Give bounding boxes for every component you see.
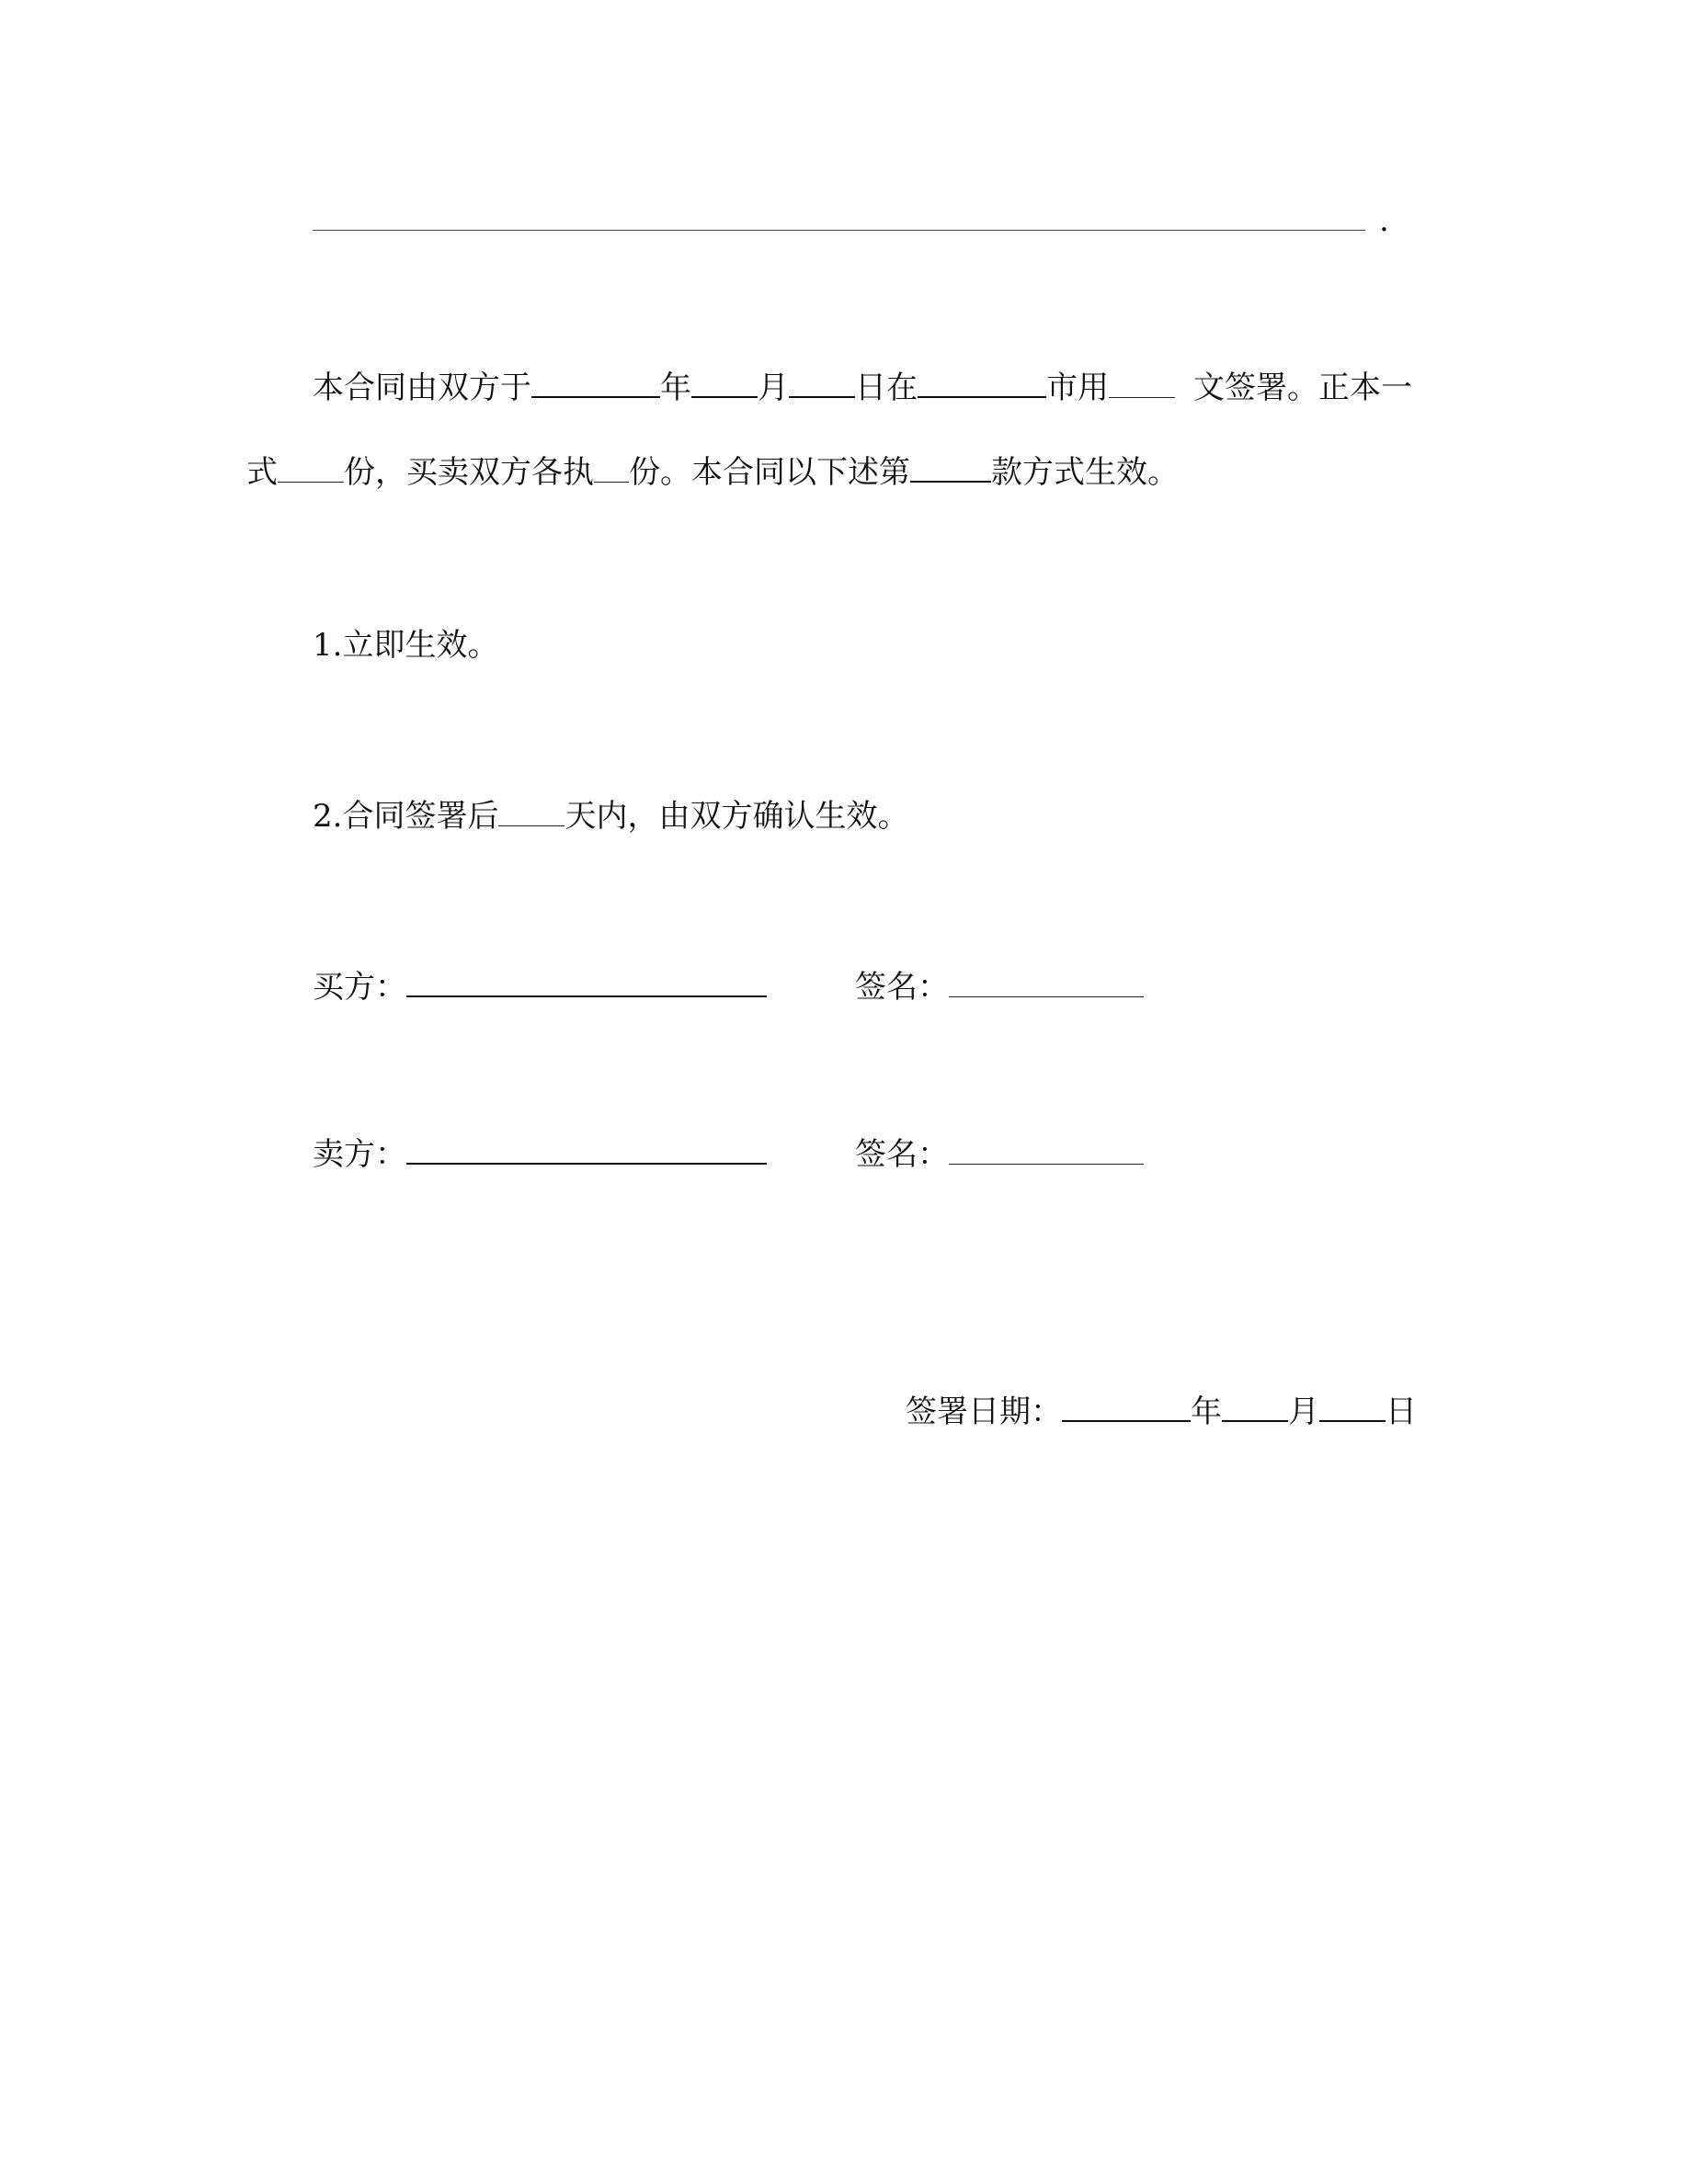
clause-text: 款方式生效。 bbox=[991, 454, 1179, 491]
buyer-row bbox=[313, 967, 767, 1007]
seller-sign-label: 签名： bbox=[855, 1136, 949, 1173]
clause-text: 本合同由双方于 bbox=[313, 370, 531, 406]
clause-text: 文签署。正本一 bbox=[1193, 370, 1412, 406]
month-blank[interactable] bbox=[691, 369, 758, 398]
sign-month-label: 月 bbox=[1288, 1393, 1319, 1430]
seller-signature-blank[interactable] bbox=[949, 1136, 1144, 1165]
top-rule bbox=[313, 230, 1365, 231]
contract-clause-line-2 bbox=[246, 452, 1179, 493]
buyer-sign-row bbox=[855, 967, 1144, 1007]
buyer-label: 买方： bbox=[313, 969, 406, 1006]
day-blank[interactable] bbox=[789, 369, 855, 398]
clause-text: 日在 bbox=[855, 370, 918, 406]
buyer-signature-blank[interactable] bbox=[949, 969, 1144, 997]
days-blank[interactable] bbox=[498, 798, 565, 826]
year-blank[interactable] bbox=[531, 369, 660, 398]
clause-text: 市用 bbox=[1046, 370, 1109, 406]
clause-text: 年 bbox=[660, 370, 691, 406]
sign-month-blank[interactable] bbox=[1222, 1393, 1288, 1422]
seller-label: 卖方： bbox=[313, 1136, 406, 1173]
sign-year-label: 年 bbox=[1191, 1393, 1222, 1430]
contract-clause-line-1 bbox=[313, 368, 1412, 408]
sign-year-blank[interactable] bbox=[1062, 1393, 1191, 1422]
sign-date-row bbox=[906, 1392, 1417, 1432]
option-1: 1.立即生效。 bbox=[313, 627, 499, 664]
seller-sign-row bbox=[855, 1134, 1144, 1175]
seller-name-blank[interactable] bbox=[406, 1135, 767, 1165]
each-copies-blank[interactable] bbox=[594, 454, 629, 483]
seller-row bbox=[313, 1134, 767, 1175]
clause-text: 月 bbox=[758, 370, 789, 406]
option-text: 天内，由双方确认生效。 bbox=[565, 798, 909, 835]
option-2 bbox=[313, 796, 908, 836]
buyer-name-blank[interactable] bbox=[406, 968, 767, 997]
option-text: 2.合同签署后 bbox=[313, 798, 499, 835]
clause-text: 份。本合同以下述第 bbox=[629, 454, 910, 491]
copies-blank[interactable] bbox=[278, 454, 344, 483]
clause-number-blank[interactable] bbox=[910, 453, 991, 483]
buyer-sign-label: 签名： bbox=[855, 969, 949, 1006]
clause-text: 式 bbox=[246, 454, 278, 491]
city-blank[interactable] bbox=[918, 369, 1046, 398]
top-rule-period: . bbox=[1379, 202, 1389, 239]
sign-day-label: 日 bbox=[1386, 1393, 1417, 1430]
sign-day-blank[interactable] bbox=[1319, 1393, 1386, 1422]
language-blank[interactable] bbox=[1109, 370, 1175, 398]
sign-date-label: 签署日期： bbox=[906, 1393, 1062, 1430]
clause-text: 份，买卖双方各执 bbox=[344, 454, 594, 491]
